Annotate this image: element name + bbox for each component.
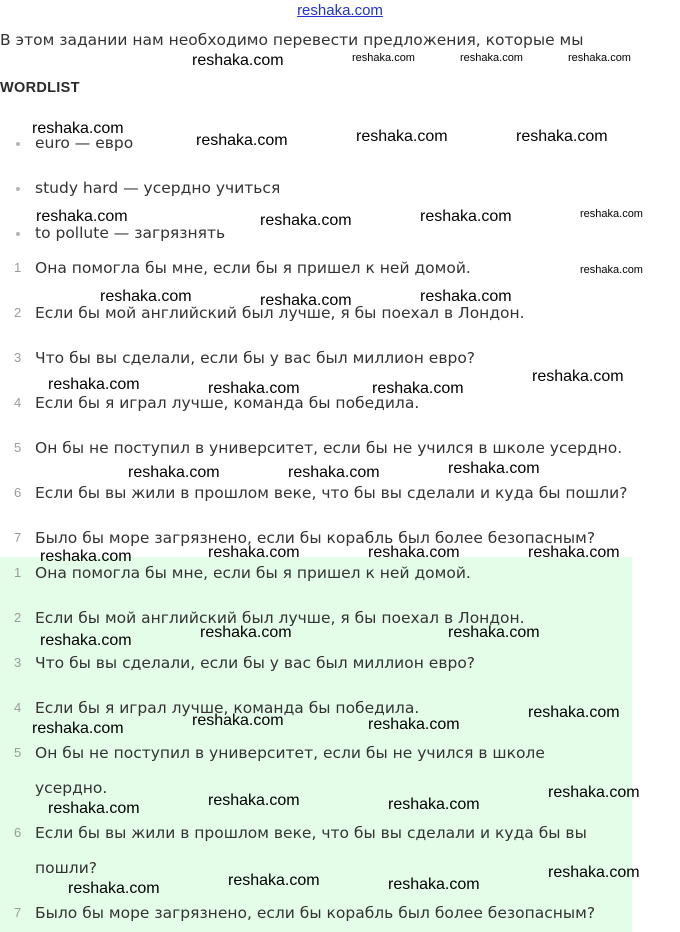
watermark: reshaka.com — [208, 380, 300, 397]
watermark: reshaka.com — [580, 264, 643, 276]
watermark: reshaka.com — [68, 880, 160, 897]
watermark: reshaka.com — [548, 864, 640, 881]
item-number: 1 — [14, 565, 22, 580]
watermark: reshaka.com — [200, 624, 292, 641]
item-number: 2 — [14, 610, 22, 625]
item-number: 7 — [14, 530, 22, 545]
watermark: reshaka.com — [356, 128, 448, 145]
watermark: reshaka.com — [372, 380, 464, 397]
watermark: reshaka.com — [368, 716, 460, 733]
watermark: reshaka.com — [580, 208, 643, 220]
watermark: reshaka.com — [128, 464, 220, 481]
item-number: 1 — [14, 260, 22, 275]
item-number: 3 — [14, 350, 22, 365]
watermark: reshaka.com — [192, 712, 284, 729]
watermark: reshaka.com — [208, 792, 300, 809]
intro-text: В этом задании нам необходимо перевести предложения, которые мы — [0, 31, 584, 49]
item-number: 6 — [14, 485, 22, 500]
item-number: 7 — [14, 905, 22, 920]
watermark: reshaka.com — [388, 796, 480, 813]
watermark: reshaka.com — [208, 544, 300, 561]
wordlist-heading: WORDLIST — [0, 80, 80, 96]
watermark: reshaka.com — [32, 720, 124, 737]
watermark: reshaka.com — [448, 460, 540, 477]
watermark: reshaka.com — [368, 544, 460, 561]
item-number: 2 — [14, 305, 22, 320]
watermark: reshaka.com — [48, 800, 140, 817]
watermark: reshaka.com — [100, 288, 192, 305]
watermark: reshaka.com — [516, 128, 608, 145]
item-number: 3 — [14, 655, 22, 670]
bullet-icon — [16, 232, 20, 236]
watermark: reshaka.com — [528, 544, 620, 561]
watermark: reshaka.com — [420, 288, 512, 305]
item-number: 5 — [14, 440, 22, 455]
item-number: 4 — [14, 700, 22, 715]
watermark: reshaka.com — [532, 368, 624, 385]
watermark: reshaka.com — [288, 464, 380, 481]
watermark: reshaka.com — [260, 292, 352, 309]
watermark: reshaka.com — [48, 376, 140, 393]
watermark: reshaka.com — [448, 624, 540, 641]
watermark: reshaka.com — [352, 52, 415, 64]
watermark: reshaka.com — [548, 784, 640, 801]
bullet-icon — [16, 142, 20, 146]
watermark: reshaka.com — [32, 120, 124, 137]
watermark: reshaka.com — [192, 52, 284, 69]
watermark: reshaka.com — [40, 632, 132, 649]
watermark: reshaka.com — [40, 548, 132, 565]
bullet-icon — [16, 187, 20, 191]
watermark: reshaka.com — [420, 208, 512, 225]
watermark: reshaka.com — [196, 132, 288, 149]
watermark: reshaka.com — [36, 208, 128, 225]
item-number: 6 — [14, 825, 22, 840]
watermark: reshaka.com — [568, 52, 631, 64]
watermark: reshaka.com — [260, 212, 352, 229]
item-number: 5 — [14, 745, 22, 760]
watermark: reshaka.com — [388, 876, 480, 893]
watermark: reshaka.com — [460, 52, 523, 64]
item-number: 4 — [14, 395, 22, 410]
site-link[interactable]: reshaka.com — [297, 2, 383, 19]
watermark: reshaka.com — [228, 872, 320, 889]
watermark: reshaka.com — [528, 704, 620, 721]
